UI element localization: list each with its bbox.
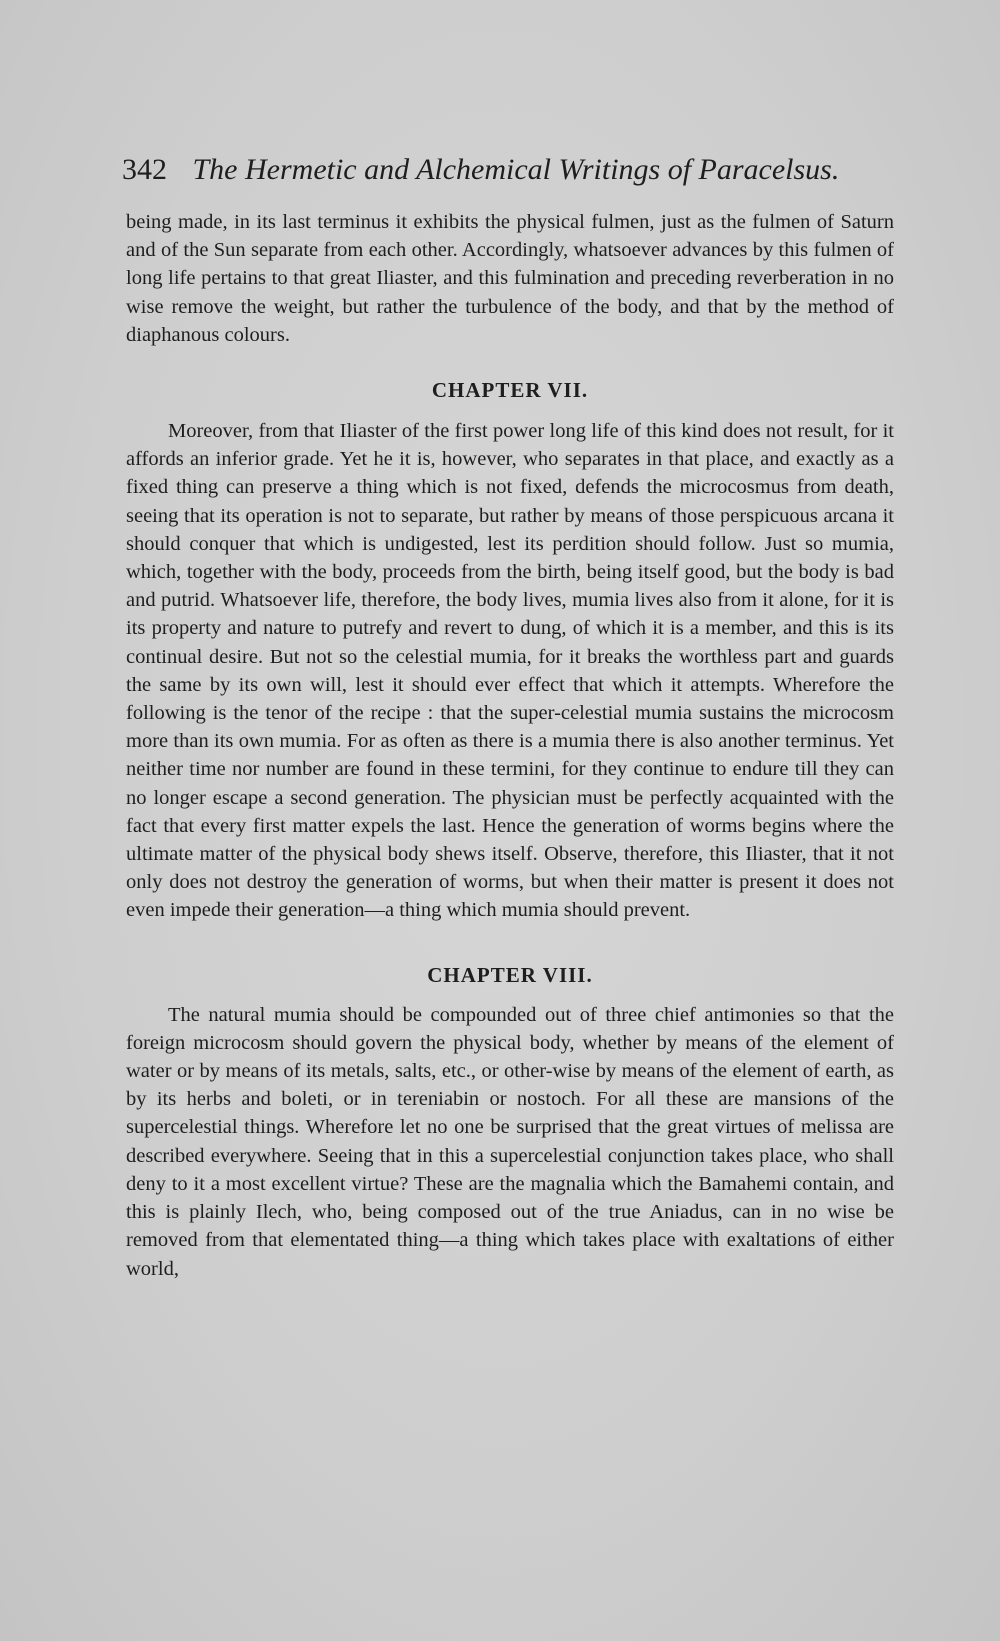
- continuation-paragraph: being made, in its last terminus it exhibits the physical fulmen, just as the fulmen of Saturn and of the Sun separate from each other. Accordingly, whatsoever advances by this fulmen of long life pertains to that great Iliaster, and this fulmination and preceding reverberation in no wise remove the weight, but rather the turbulence of the body, and that by the method of diaphanous colours.: [126, 211, 894, 346]
- chapter-viii-paragraph: The natural mumia should be compounded out of three chief antimonies so that the foreign microcosm should govern the physical body, whether by means of the element of water or by means of its metals, salts, etc., or other-wise by means of the element of earth, as by its herbs and boleti, or in tereniabin or nostoch. For all these are mansions of the supercelestial things. Wherefore let no one be surprised that the great virtues of melissa are described everywhere. Seeing that in this a supercelestial conjunction takes place, who shall deny to it a most excellent virtue? These are the magnalia which the Bamahemi contain, and this is plainly Ilech, who, being composed out of the true Aniadus, can in no wise be removed from that elementated thing—a thing which takes place with exaltations of either world,: [126, 1003, 894, 1280]
- running-head: [122, 150, 892, 190]
- chapter-viii-heading: CHAPTER VIII.: [427, 962, 593, 987]
- running-title: The Hermetic and Alchemical Writings of Paracelsus.: [192, 153, 840, 186]
- chapter-vii-heading: CHAPTER VII.: [431, 378, 589, 403]
- chapter-vii-paragraph: Moreover, from that Iliaster of the first power long life of this kind does not result, for it affords an inferior grade. Yet he it is, however, who separates in that place, and exactly as a fixed thing can preserve a thing which is not fixed, defends the microcosmus from death, seeing that its operation is not to separate, but rather by means of those perspicuous arcana it should conquer that which is undigested, lest its perdition should follow. Just so mumia, which, together with the body, proceeds from the birth, being itself good, but the body is bad and putrid. Whatsoever life, therefore, the body lives, mumia lives also from it alone, for it is its property and nature to putrefy and revert to dung, of which it is a member, and this is its continual desire. But not so the celestial mumia, for it breaks the worthless part and guards the same by its own will, lest it should ever effect that which it attempts. Wherefore the following is the tenor of the recipe : that the super-celestial mumia sustains the microcosm more than its own mumia. For as often as there is a mumia there is also another terminus. Yet neither time nor number are found in these termini, for they continue to endure till they can no longer escape a second generation. The physician must be perfectly acquainted with the fact that every first matter expels the last. Hence the generation of worms begins where the ultimate matter of the physical body shews itself. Observe, therefore, this Iliaster, that it not only does not destroy the generation of worms, but when their matter is present it does not even impede their generation—a thing which mumia should prevent.: [126, 420, 894, 922]
- body-text: [126, 208, 894, 1283]
- page-number: 342: [122, 153, 167, 186]
